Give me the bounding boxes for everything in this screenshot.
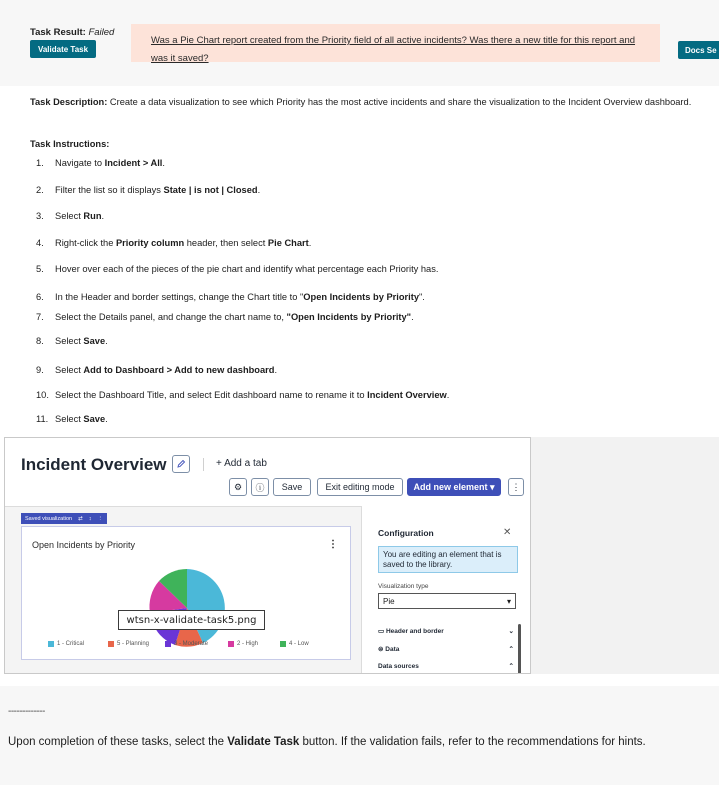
edit-title-button <box>172 455 190 473</box>
chart-card <box>21 526 351 660</box>
legend-label: 2 - High <box>237 641 259 647</box>
kebab-icon: ⋮ <box>97 515 103 522</box>
step-text: Navigate to Incident > All. <box>55 158 165 168</box>
save-button: Save <box>273 478 311 496</box>
more-menu-button <box>508 478 524 496</box>
move-icon: ↕ <box>88 515 92 522</box>
step-number: 4. <box>36 238 44 248</box>
legend-item <box>165 641 208 647</box>
section-data-label: Data <box>385 646 400 653</box>
step-text: Select Save. <box>55 414 108 424</box>
step-text: Select Run. <box>55 211 105 221</box>
feedback-question-link[interactable]: Was a Pie Chart report created from the Priority field of all active incidents? Was there a new title for this report and was it saved? <box>151 35 636 64</box>
chart-title: Open Incidents by Priority <box>32 540 136 550</box>
completion-post: button. If the validation fails, refer to the recommendations for hints. <box>299 736 646 748</box>
completion-text <box>8 736 646 748</box>
screenshot-margin <box>531 437 719 674</box>
caret-down-icon: ▾ <box>506 596 511 606</box>
task-result-label: Task Result: <box>30 27 86 38</box>
configuration-panel <box>361 506 531 674</box>
library-note: You are editing an element that is saved to the library. <box>378 546 518 573</box>
chevron-up-icon: ⌃ <box>508 646 514 653</box>
step-text: Right-click the Priority column header, then select Pie Chart. <box>55 238 312 248</box>
info-button <box>251 478 269 496</box>
legend-label: 5 - Planning <box>117 641 150 647</box>
task-description-text: Create a data visualization to see which Priority has the most active incidents and share the visualization to the Incident Overview dashboard. <box>107 97 692 107</box>
step-text: Hover over each of the pieces of the pie chart and identify what percentage each Priority has. <box>55 264 439 274</box>
add-tab-link: + Add a tab <box>216 458 267 469</box>
info-icon: ⓘ <box>255 482 265 493</box>
step-number: 3. <box>36 211 44 221</box>
section-data-sources <box>378 662 514 670</box>
legend-swatch <box>48 641 54 647</box>
legend-label: 1 - Critical <box>57 641 85 647</box>
close-icon: ✕ <box>503 527 512 538</box>
gear-icon: ⚙ <box>233 481 243 492</box>
visualization-type-value: Pie <box>383 596 395 606</box>
legend-item <box>228 641 258 647</box>
docs-button[interactable]: Docs Se <box>678 41 719 59</box>
add-new-element-button: Add new element ▾ <box>407 478 501 496</box>
step-text: Select the Dashboard Title, and select Edit dashboard name to rename it to Incident Overview. <box>55 390 450 400</box>
legend-label: 4 - Low <box>289 641 309 647</box>
task-result-status <box>30 27 114 38</box>
scrollbar <box>518 624 521 674</box>
toolbar-divider <box>203 458 204 471</box>
calendar-icon: ▭ <box>378 628 386 635</box>
step-text: Select Add to Dashboard > Add to new dashboard. <box>55 365 278 375</box>
step-number: 6. <box>36 292 44 302</box>
step-number: 11. <box>36 414 49 424</box>
saved-visualization-tag <box>21 513 107 524</box>
divider-dashes: ------------- <box>8 706 45 717</box>
step-number: 10. <box>36 390 49 400</box>
section-header-border-label: Header and border <box>385 628 444 635</box>
step-number: 8. <box>36 336 44 346</box>
section-data-sources-label: Data sources <box>378 662 419 670</box>
pie-chart <box>142 563 232 653</box>
completion-pre: Upon completion of these tasks, select the <box>8 736 228 748</box>
completion-bold: Validate Task <box>227 736 300 748</box>
chevron-down-icon: ⌄ <box>508 628 514 635</box>
task-description-label: Task Description: <box>30 97 108 107</box>
configuration-title: Configuration <box>378 528 434 538</box>
step-number: 1. <box>36 158 44 168</box>
legend-item <box>280 641 309 647</box>
legend-swatch <box>228 641 234 647</box>
visualization-type-label: Visualization type <box>378 583 429 590</box>
pencil-icon <box>176 459 186 469</box>
task-instructions-title: Task Instructions: <box>30 139 110 149</box>
step-number: 9. <box>36 365 44 375</box>
image-filename-label: wtsn-x-validate-task5.png <box>118 610 265 630</box>
database-icon: ⊜ <box>378 646 386 653</box>
legend-swatch <box>108 641 114 647</box>
step-number: 2. <box>36 185 44 195</box>
step-text: Select the Details panel, and change the chart name to, "Open Incidents by Priority". <box>55 312 414 322</box>
step-text: Select Save. <box>55 336 108 346</box>
settings-button <box>229 478 247 496</box>
section-data <box>378 645 514 653</box>
dashboard-screenshot <box>4 437 531 674</box>
visualization-type-select <box>378 593 516 609</box>
chart-menu-icon: ⋮ <box>328 539 338 550</box>
link-icon: ⇄ <box>78 515 83 522</box>
task-description <box>30 97 691 107</box>
legend-swatch <box>280 641 286 647</box>
legend-swatch <box>165 641 171 647</box>
step-text: Filter the list so it displays State | is not | Closed. <box>55 185 261 195</box>
legend-item <box>108 641 149 647</box>
step-number: 5. <box>36 264 44 274</box>
legend-label: 3 - Moderate <box>174 641 209 647</box>
section-header-border <box>378 627 514 635</box>
legend-item <box>48 641 84 647</box>
feedback-banner <box>131 24 660 62</box>
step-number: 7. <box>36 312 44 322</box>
dashboard-title: Incident Overview <box>21 455 167 474</box>
validate-task-button[interactable]: Validate Task <box>30 40 96 58</box>
task-result-value: Failed <box>88 27 115 38</box>
kebab-icon: ⋮ <box>511 481 521 492</box>
step-text: In the Header and border settings, change the Chart title to "Open Incidents by Priority". <box>55 292 425 302</box>
exit-editing-button: Exit editing mode <box>317 478 403 496</box>
chevron-up-icon: ⌃ <box>508 663 514 670</box>
saved-visualization-label: Saved visualization <box>25 515 73 522</box>
